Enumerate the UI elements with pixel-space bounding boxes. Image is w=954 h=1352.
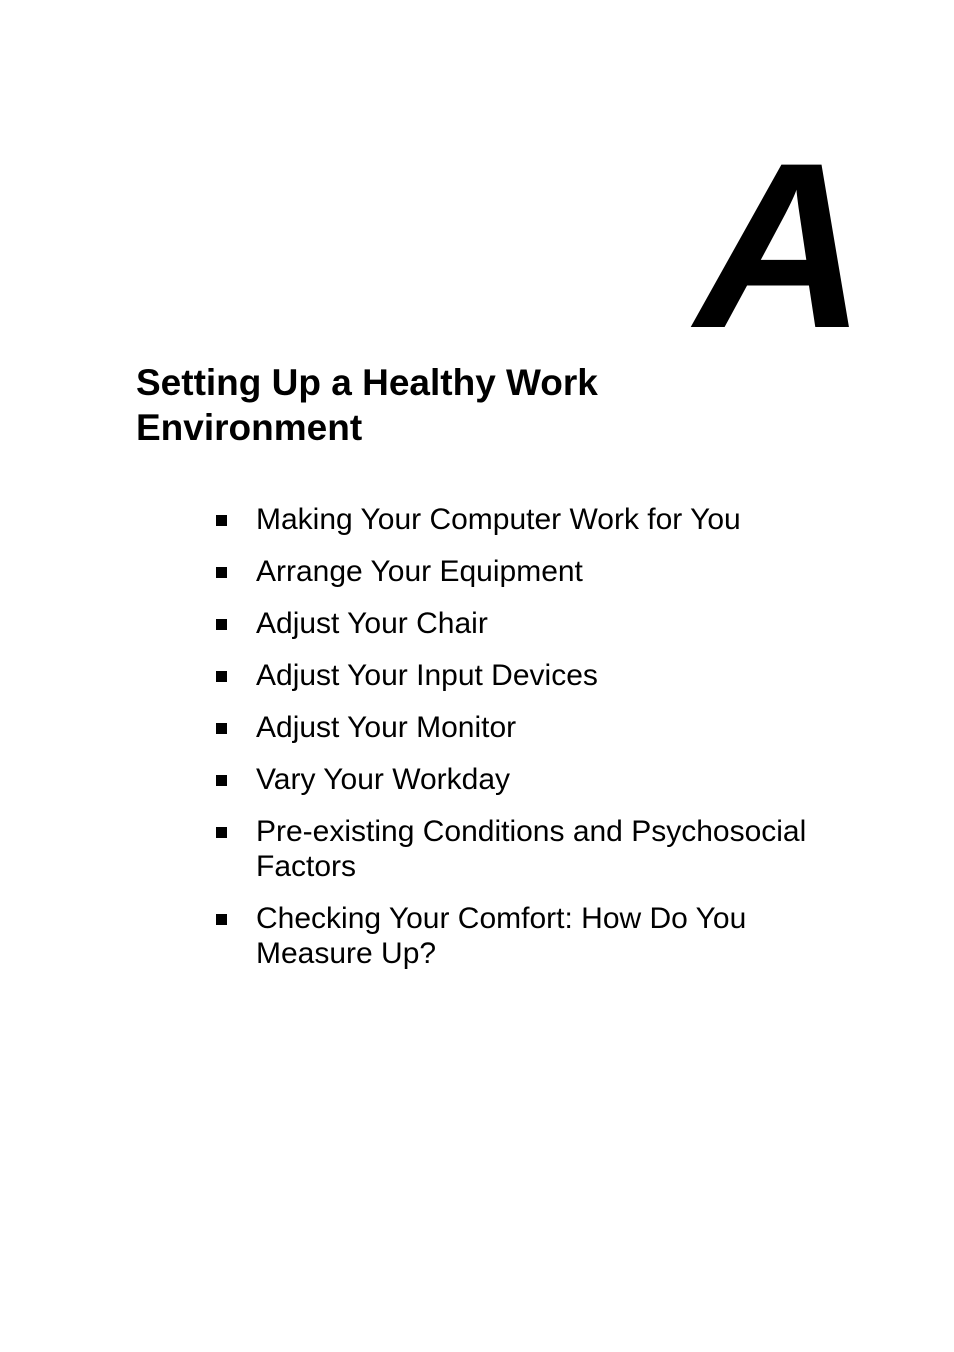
square-bullet-icon — [216, 671, 227, 682]
chapter-title-line-2: Environment — [136, 407, 363, 448]
topic-label: Making Your Computer Work for You — [256, 503, 741, 536]
topic-item — [216, 554, 856, 589]
square-bullet-icon — [216, 775, 227, 786]
topic-label: Adjust Your Monitor — [256, 711, 517, 744]
topic-item — [216, 901, 856, 971]
topic-list — [216, 502, 856, 988]
square-bullet-icon — [216, 914, 227, 925]
square-bullet-icon — [216, 827, 227, 838]
chapter-letter: A — [695, 114, 866, 378]
square-bullet-icon — [216, 619, 227, 630]
topic-label: Arrange Your Equipment — [256, 555, 583, 588]
topic-item — [216, 606, 856, 641]
chapter-title-line-1: Setting Up a Healthy Work — [136, 362, 598, 403]
topic-label: Adjust Your Input Devices — [256, 659, 598, 692]
topic-label: Vary Your Workday — [256, 763, 511, 796]
chapter-title — [136, 360, 736, 450]
topic-label: Checking Your Comfort: How Do You Measure Up? — [256, 902, 747, 970]
topic-item — [216, 658, 856, 693]
topic-item — [216, 502, 856, 537]
topic-label: Adjust Your Chair — [256, 607, 488, 640]
topic-item — [216, 710, 856, 745]
square-bullet-icon — [216, 567, 227, 578]
square-bullet-icon — [216, 515, 227, 526]
square-bullet-icon — [216, 723, 227, 734]
topic-item — [216, 762, 856, 797]
topic-label: Pre-existing Conditions and Psychosocial Factors — [256, 815, 807, 883]
topic-item — [216, 814, 856, 884]
